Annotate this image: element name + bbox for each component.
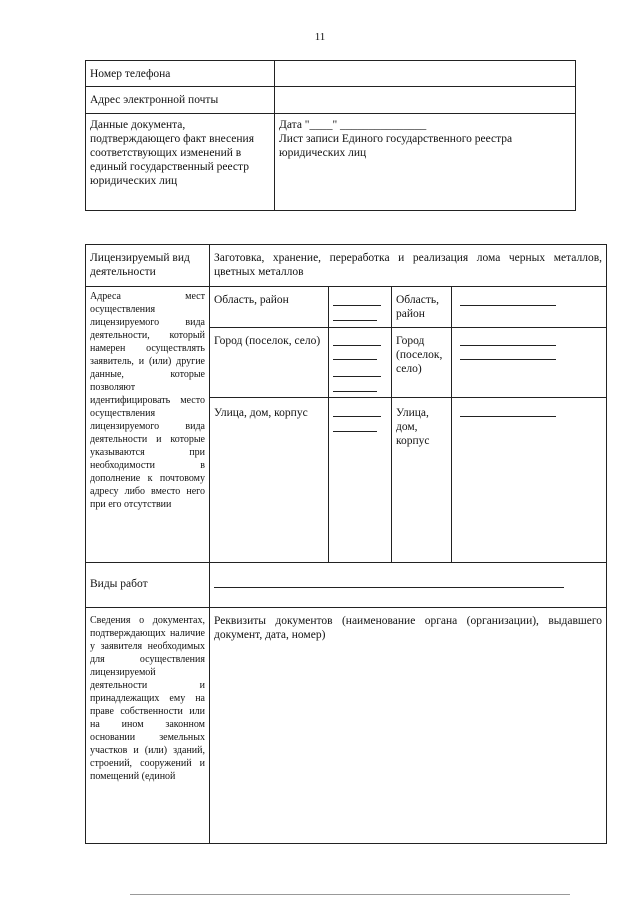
document-data-label: Данные документа, подтверждающего факт внесения соответствующих изменений в единый государственный реестр юридических лиц [90,119,254,187]
region-input-2[interactable] [452,287,607,328]
property-docs-value-cell[interactable] [210,608,607,844]
street-label-1: Улица, дом, корпус [214,407,308,419]
egrul-sheet-label: Лист записи Единого государственного реестра юридических лиц [279,133,513,159]
city-label-1: Город (поселок, село) [214,335,321,347]
street-label-2: Улица, дом, корпус [396,407,430,447]
page-number: 11 [314,31,326,43]
street-input-1[interactable] [329,398,392,563]
city-label-2: Город (поселок, село) [396,335,443,375]
phone-value-cell[interactable] [275,61,576,87]
region-label-1: Область, район [214,294,289,306]
works-input[interactable] [210,563,607,608]
works-label: Виды работ [90,578,148,590]
activity-label: Лицензируемый вид деятельности [90,252,190,278]
email-label: Адрес электронной почты [90,94,219,106]
city-input-1[interactable] [329,328,392,398]
city-input-2[interactable] [452,328,607,398]
addresses-label: Адреса мест осуществления лицензируемого вида деятельности, который намерен осуществлять заявитель, и (или) другие данные, которые позволяют идентифицировать место осуществления лицензируемого вида деятельности и которые указываются при необходимости в дополнение к почтовому адресу либо вместо него при его отсутствии [90,291,205,510]
date-field-label[interactable]: Дата "____" _______________ [279,119,427,131]
contact-info-table [85,60,576,211]
email-value-cell[interactable] [275,87,576,114]
property-docs-value: Реквизиты документов (наименование органа (организации), выдавшего документ, дата, номер) [214,615,603,641]
property-docs-label: Сведения о документах, подтверждающих наличие у заявителя необходимых для осуществления лицензируемой деятельности и принадлежащих ему на праве собственности или на ином законном основании земельных участков и (или) зданий, строений, сооружений и помещений (единой [90,615,205,782]
license-table [85,244,607,844]
activity-value: Заготовка, хранение, переработка и реализация лома черных металлов, цветных металлов [214,252,603,278]
phone-label: Номер телефона [90,68,171,80]
street-input-2[interactable] [452,398,607,563]
region-input-1[interactable] [329,287,392,328]
region-label-2: Область, район [396,294,439,320]
bottom-rule [130,894,570,895]
